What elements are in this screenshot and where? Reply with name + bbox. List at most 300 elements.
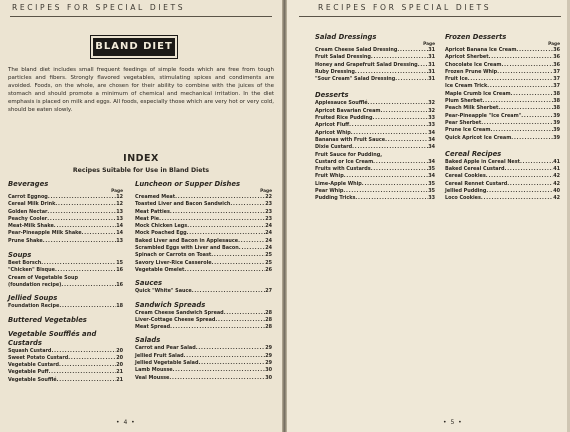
entry-name: Liver-Cottage Cheese Spread [135,316,216,323]
leader-dots [520,159,553,166]
index-entry [315,122,435,129]
entry-page-number: 42 [553,195,560,202]
entry-name: Cream Cheese Sandwich Spread [135,309,224,316]
entry-name: Cream of Vegetable Soup [8,274,78,281]
index-entry [8,369,123,376]
leader-dots [187,223,265,230]
entry-name: Jellied Pudding [445,188,487,195]
leader-dots [170,324,265,331]
index-entry [315,100,435,107]
leader-dots [501,62,553,69]
entry-name: Golden Nectar [8,208,48,215]
index-section [135,279,272,295]
entry-name: Mock Poached Egg [135,230,187,237]
entry-page-number: 38 [553,90,560,97]
index-entry [315,166,435,173]
index-section [135,301,272,332]
index-entry [135,238,272,245]
entry-name: Lamb Mousse [135,367,173,374]
entry-name: Meat Patties [135,208,170,215]
entry-name: Beet Borsch [8,260,42,267]
entry-name: Jellied Fruit Salad [135,352,184,359]
leader-dots [516,47,553,54]
entry-page-number: 23 [265,208,272,215]
page-column-label: Page [423,42,435,47]
entry-name: Prune Shake [8,237,43,244]
entry-page-number: 33 [428,115,435,122]
entry-page-number: 35 [428,166,435,173]
entry-name: Baked Apple in Cereal Nest [445,158,520,165]
leader-dots [371,166,428,173]
index-entry [315,130,435,137]
entry-name: Squash Custard [8,347,52,354]
leader-dots [175,194,265,201]
entry-page-number: 39 [553,127,560,134]
index-entry [315,62,435,69]
entry-page-number: 36 [553,61,560,68]
index-entry [8,260,123,267]
section-heading: Vegetable Soufflés and Custards [8,329,97,347]
entry-name: Spinach or Carrots on Toast [135,252,212,259]
entry-page-number: 20 [116,347,123,354]
entry-page-number: 20 [116,362,123,369]
index-section [8,180,123,245]
entry-page-number: 13 [116,208,123,215]
entry-page-number: 42 [553,173,560,180]
index-entry [135,209,272,216]
index-entry [315,195,435,202]
entry-page-number: 42 [553,180,560,187]
entry-page-number: 35 [428,188,435,195]
entry-name: Baked Liver and Bacon in Applesauce [135,237,239,244]
index-entry [315,69,435,76]
entry-name: Meat Pie [135,215,160,222]
index-entry [445,113,560,120]
entry-page-number: 25 [265,252,272,259]
entry-page-number: 38 [553,105,560,112]
entry-name: Vegetable Soufflé [8,376,57,383]
index-section [8,294,123,310]
index-section [315,91,435,202]
index-entry [135,375,272,382]
leader-dots [486,173,553,180]
entry-name: Fruited Rice Pudding [315,115,373,122]
index-entry [315,137,435,144]
entry-name: Dixie Custard [315,144,353,151]
leader-dots [159,216,265,223]
entry-name: Cereal Cookies [445,173,486,180]
entry-name: Pear Whip [315,188,344,195]
index-entry [135,245,272,252]
entry-page-number: 36 [553,54,560,61]
index-entry [315,188,435,195]
left-page [0,0,282,432]
entry-page-number: 39 [553,119,560,126]
entry-page-number: 26 [265,266,272,273]
entry-name: Ruby Dressing [315,68,355,75]
leader-dots [371,54,428,61]
leader-dots [187,230,266,237]
leader-dots [486,188,553,195]
leader-dots [238,238,265,245]
leader-dots [482,98,553,105]
entry-name: Pear-Pineapple "Ice Cream" [445,112,522,119]
leader-dots [169,375,265,382]
leader-dots [349,122,428,129]
entry-name: Toasted Liver and Bacon Sandwich [135,201,231,208]
index-entry [135,317,272,324]
entry-page-number: 21 [116,369,123,376]
index-section [445,33,560,142]
entry-page-number: 33 [428,122,435,129]
index-entry [445,98,560,105]
index-subtitle: Recipes Suitable for Use in Bland Diets [72,167,210,174]
leader-dots [489,54,554,61]
leader-dots [505,166,554,173]
intro-paragraph: The bland diet includes small frequent feedings of simple foods which are free from tough particles and fibers. Strongly flavored vegetables, stimulating spices and condiments are avoided. Foods, on the whole, are chosen for their ability to combine with the juices of the stomach and should promote a minimum of chemical and mechanical irritation. In the diet emphasis is placed on milk and eggs. All foods, especially those which are very hot or very cold, should be eaten slowly. [8,67,274,114]
index-entry [135,288,272,295]
leader-dots [362,181,428,188]
index-entry [315,173,435,180]
entry-page-number: 12 [116,194,123,200]
index-entry [8,362,123,369]
entry-name: Pudding Tricks [315,195,356,202]
entry-name: Peachy Cooler [8,215,48,222]
entry-name: Apricot Sherbet [445,54,489,61]
entry-name: Savory Liver-Rice Casserole [135,259,212,266]
leader-dots [59,362,116,369]
index-column-1 [8,180,123,384]
index-entry [445,105,560,112]
index-column-4 [445,33,560,203]
index-entry [445,159,560,166]
leader-dots [373,115,429,122]
index-entry [445,181,560,188]
entry-name: (foundation recipe) [8,281,62,288]
index-section [445,150,560,203]
header-rule [299,16,561,17]
entry-page-number: 23 [265,215,272,222]
entry-name: Foundation Recipe [8,303,60,310]
leader-dots [487,83,553,90]
index-section [315,33,435,83]
index-entry [445,195,560,202]
index-section [8,251,123,289]
entry-name: Apricot Bavarian Cream [315,107,381,114]
index-entry [315,152,435,159]
entry-page-number: 28 [265,309,272,316]
index-section [8,330,123,384]
entry-name: Cream Cheese Salad Dressing [315,47,398,53]
entry-page-number: 16 [116,281,123,288]
leader-dots [55,201,116,208]
index-entry [135,252,272,259]
entry-page-number: 28 [265,324,272,331]
entry-name: Quick Apricot Ice Cream [445,134,512,141]
entry-name: Cereal Rennet Custard [445,180,508,187]
leader-dots [418,62,429,69]
index-entry [315,47,435,54]
entry-page-number: 14 [116,230,123,237]
entry-page-number: 34 [428,158,435,165]
leader-dots [212,260,266,267]
index-entry [8,201,123,208]
index-entry [445,135,560,142]
index-entry [445,62,560,69]
index-entry [8,216,123,223]
index-entry [135,216,272,223]
index-title: INDEX [123,153,159,164]
entry-page-number: 24 [265,223,272,230]
entry-page-number: 41 [553,158,560,165]
leader-dots [57,377,117,384]
leader-dots [173,367,266,374]
entry-page-number: 16 [116,267,123,274]
entry-page-number: 23 [265,201,272,208]
entry-page-number: 27 [265,288,272,295]
entry-page-number: 24 [265,230,272,237]
index-entry [445,47,560,54]
leader-dots [68,355,116,362]
leader-dots [344,173,428,180]
leader-dots [230,201,265,208]
index-entry [8,377,123,384]
index-entry [445,83,560,90]
leader-dots [343,188,428,195]
entry-page-number: 24 [265,237,272,244]
page-number-right: • 5 • [443,419,463,426]
entry-page-number: 34 [428,144,435,151]
entry-page-number: 34 [428,173,435,180]
right-page [287,0,570,432]
leader-dots [385,137,428,144]
section-heading: Sauces [135,279,163,288]
index-entry [8,275,123,282]
index-entry [135,367,272,374]
leader-dots [352,144,428,151]
entry-name: Ice Cream Trick [445,83,488,90]
entry-name: Carrot Eggnog [8,194,48,200]
leader-dots [368,100,429,107]
index-section [8,316,123,325]
index-entry [8,230,123,237]
entry-page-number: 40 [553,188,560,195]
leader-dots [507,181,553,188]
entry-page-number: 31 [428,47,435,53]
entry-page-number: 31 [428,76,435,83]
page-column-label: Page [260,189,272,194]
index-entry [445,76,560,83]
leader-dots [211,252,265,259]
entry-name: Apricot Fluff [315,122,350,129]
entry-page-number: 37 [553,68,560,75]
index-entry [315,159,435,166]
index-entry [8,267,123,274]
leader-dots [481,195,553,202]
entry-name: Creamed Meat [135,194,176,200]
entry-name: Fruit Salad Dressing [315,54,371,61]
entry-page-number: 33 [428,195,435,202]
entry-name: Plum Sherbet [445,98,483,105]
index-entry [445,54,560,61]
entry-name: Jellied Vegetable Salad [135,360,199,367]
section-heading: Soups [8,251,32,260]
entry-name: Scrambled Eggs with Liver and Bacon [135,245,239,252]
leader-dots [355,195,428,202]
entry-name: Fruit Ice [445,76,468,83]
entry-page-number: 22 [265,194,272,200]
index-entry [445,91,560,98]
entry-name: Loco Cookies [445,195,481,202]
entry-page-number: 13 [116,237,123,244]
leader-dots [498,105,553,112]
entry-name: Cereal Milk Drink [8,201,56,208]
entry-name: Custard or Ice Cream [315,158,374,165]
index-entry [8,194,123,201]
entry-name: Lime-Apple Whip [315,180,362,187]
entry-name: Prune Ice Cream [445,127,491,134]
leader-dots [48,194,116,201]
entry-page-number: 31 [428,61,435,68]
index-entry [135,353,272,360]
leader-dots [43,238,116,245]
entry-page-number: 18 [116,303,123,310]
entry-name: Chocolate Ice Cream [445,61,502,68]
index-entry [8,348,123,355]
entry-name: Maple Crumb Ice Cream [445,90,511,97]
leader-dots [47,209,116,216]
entry-name: Meat Spread [135,324,171,331]
entry-name: Pear-Pineapple Milk Shake [8,230,82,237]
entry-name: Baked Cereal Custard [445,166,505,173]
entry-page-number: 29 [265,345,272,352]
index-section [135,180,272,274]
entry-name: Apricot Banana Ice Cream [445,47,517,53]
section-heading: Cereal Recipes [445,149,502,158]
leader-dots [198,360,265,367]
entry-name: Honey and Grapefruit Salad Dressing [315,61,418,68]
index-entry [445,120,560,127]
entry-page-number: 29 [265,352,272,359]
index-entry [315,54,435,61]
leader-dots [490,127,553,134]
entry-page-number: 34 [428,136,435,143]
leader-dots [47,216,116,223]
entry-page-number: 34 [428,129,435,136]
leader-dots [521,113,553,120]
index-entry [135,260,272,267]
index-entry [135,267,272,274]
index-entry [8,282,123,289]
entry-name: Frozen Prune Whip [445,68,498,75]
section-heading: Luncheon or Supper Dishes [135,180,241,188]
page-column-label: Page [548,42,560,47]
entry-page-number: 21 [116,376,123,383]
leader-dots [61,282,116,289]
section-heading: Frozen Desserts [445,33,507,41]
leader-dots [373,159,428,166]
entry-page-number: 14 [116,223,123,230]
entry-page-number: 39 [553,112,560,119]
entry-name: Peach Milk Sherbet [445,105,499,112]
index-entry [135,360,272,367]
entry-page-number: 13 [116,215,123,222]
section-heading: Jellied Soups [8,294,58,303]
leader-dots [54,223,116,230]
index-entry [135,223,272,230]
index-entry [135,310,272,317]
index-entry [445,166,560,173]
index-entry [135,324,272,331]
entry-name: Veal Mousse [135,374,170,381]
page-number-left: • 4 • [116,419,136,426]
leader-dots [41,260,116,267]
entry-name: "Chicken" Bisque [8,267,55,274]
index-column-2 [135,180,272,382]
entry-name: Vegetable Omelet [135,266,185,273]
index-entry [315,108,435,115]
leader-dots [49,369,117,376]
entry-name: Vegetable Puff [8,369,49,376]
entry-page-number: 35 [428,180,435,187]
entry-name: Fruit Sauce for Pudding, [315,151,383,158]
entry-page-number: 20 [116,354,123,361]
leader-dots [380,108,428,115]
entry-page-number: 29 [265,360,272,367]
entry-name: "Sour Cream" Salad Dressing [315,76,396,83]
entry-page-number: 31 [428,68,435,75]
entry-name: Mock Chicken Legs [135,223,188,230]
leader-dots [192,288,265,295]
entry-name: Fruits with Custards [315,166,371,173]
entry-name: Carrot and Pear Salad [135,345,196,352]
page-title: BLAND DIET [93,38,175,56]
index-entry [315,144,435,151]
entry-page-number: 28 [265,316,272,323]
entry-page-number: 39 [553,134,560,141]
index-entry [8,303,123,310]
entry-page-number: 25 [265,259,272,266]
leader-dots [51,348,116,355]
entry-name: Vegetable Custard [8,362,60,369]
index-entry [8,209,123,216]
running-head-left: RECIPES FOR SPECIAL DIETS [12,3,186,12]
index-entry [135,201,272,208]
leader-dots [395,76,428,83]
leader-dots [55,267,116,274]
section-heading: Salad Dressings [315,33,377,41]
running-head-right: RECIPES FOR SPECIAL DIETS [318,3,492,12]
index-entry [445,188,560,195]
entry-page-number: 32 [428,100,435,107]
entry-name: Fruit Whip [315,173,344,180]
section-heading: Buttered Vegetables [8,315,87,324]
index-entry [315,76,435,83]
leader-dots [215,317,265,324]
entry-name: Quick "White" Sauce [135,288,192,295]
entry-name: Apricot Whip [315,129,351,136]
entry-page-number: 32 [428,107,435,114]
leader-dots [184,267,265,274]
index-entry [135,230,272,237]
entry-page-number: 36 [553,47,560,53]
header-rule [10,16,272,17]
section-heading: Salads [135,336,161,345]
entry-page-number: 30 [265,367,272,374]
entry-page-number: 12 [116,201,123,208]
index-entry [8,355,123,362]
section-heading: Desserts [315,91,349,100]
